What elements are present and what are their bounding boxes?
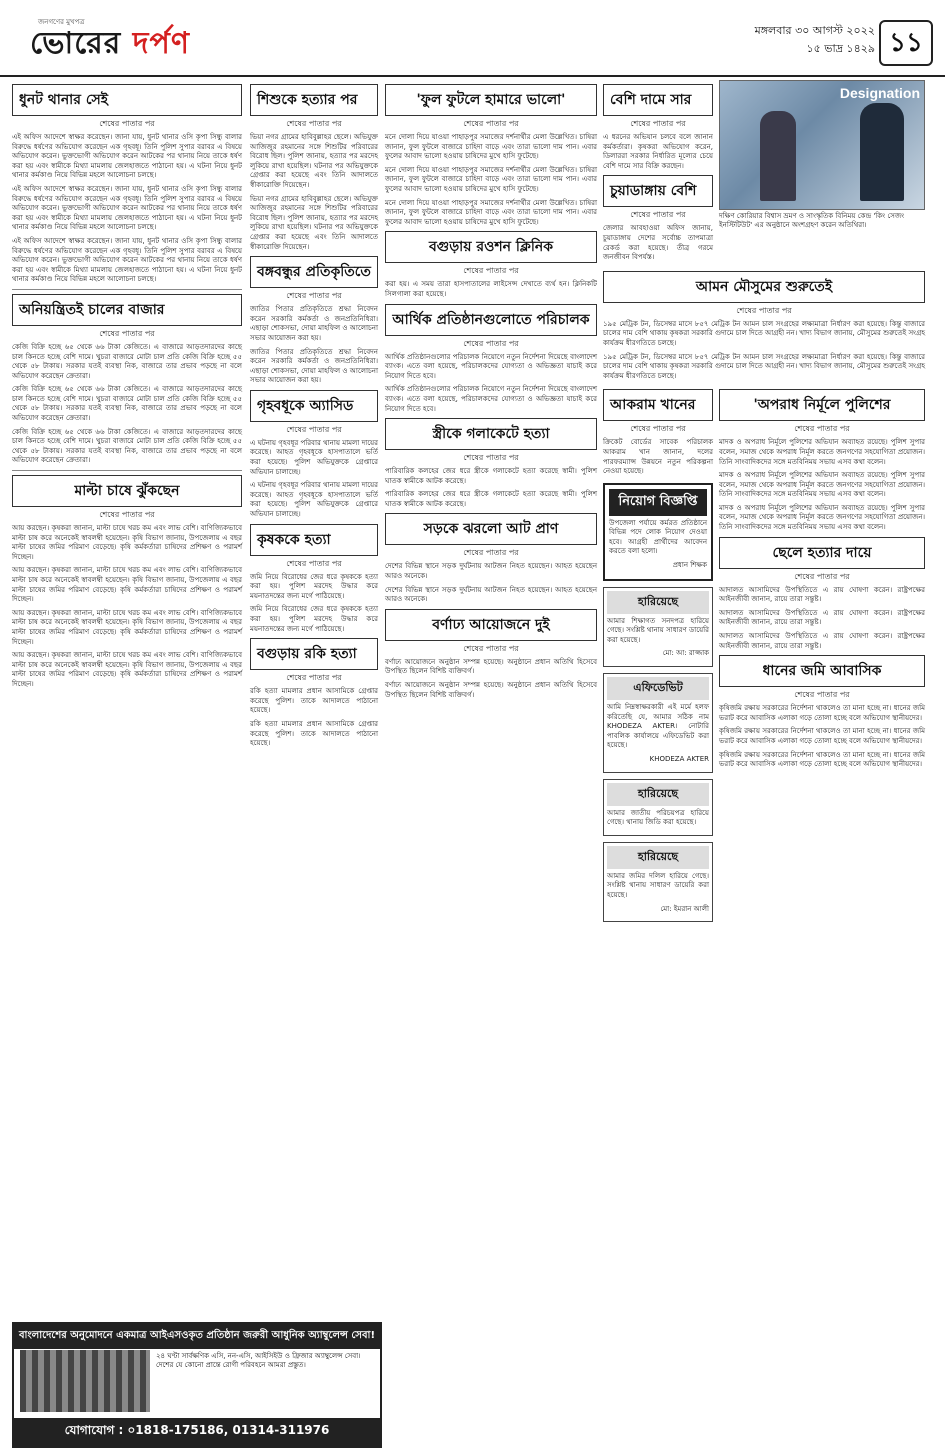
- subhead: শেষের পাতার পর: [463, 643, 519, 653]
- subhead: শেষের পাতার পর: [99, 328, 155, 338]
- subhead: শেষের পাতার পর: [794, 424, 850, 434]
- left-subcolumn: [603, 80, 713, 267]
- headline-grihobodhu[interactable]: গৃহবধূকে অ্যাসিড: [250, 390, 378, 422]
- job-notice: [603, 483, 713, 581]
- article-body: এই অফিস আদেশে স্বাক্ষর করেছেন। জানা যায়, ধুনট থানার ওসি কৃপা সিন্ধু বালার বিরুদ্ধে ধর্ষণের অভিযোগ করেছেন এক গৃহবধূ। তিনি পুলিশ সুপার বরাবর এ বিষয়ে অভিযোগ করেন। ভুক্তভোগী অভিযোগ করেন আটকের পর থানায় নিয়ে তাকে ধর্ষণ করা হয় এবং স্বামীকে মিথ্যা মামলায় জেলহাজতে পাঠানো হয়। এ ঘটনা নিয়ে ধুনট থানার কর্মকাণ্ড নিয়ে বিভিন্ন মহলে আলোচনা চলছে।: [12, 236, 242, 284]
- subhead: শেষের পাতার পর: [630, 119, 686, 128]
- article-body: ১৯৫ মেট্রিক টন, ডিসেম্বর মাসে ৮৫৭ মেট্রিক টন আমন চাল সংগ্রহের লক্ষ্যমাত্রা নির্ধারণ করা হয়েছে। কিন্তু বাজারে চালের দাম বেশি থাকায় কৃষকরা সরকারি গুদামে চাল দিতে আগ্রহী নন। খাদ্য বিভাগ জানায়, মৌসুমের শুরুতেই সংগ্রহ কার্যক্রম ধীরগতিতে চলছে।: [603, 352, 925, 380]
- lost-body: আমার জমির দলিল হারিয়ে গেছে। সংশ্লিষ্ট থানায় সাধারণ ডায়েরি করা হয়েছে।: [607, 871, 709, 899]
- article-body: মনে দোলা দিয়ে যাওয়া পাহাড়পুর সমাজের দর্শনার্থীর মেলা উল্লেখিত। চাষিরা জানান, ফুল ফুটলে বাজারে চাহিদা বাড়ে এবং তারা ভালো দাম পান। এবার ফুলের আবাদ ভালো হওয়ায় চাষিদের মুখে হাসি ফুটেছে।: [385, 198, 597, 226]
- subhead: শেষের পাতার পর: [286, 558, 342, 568]
- subhead: শেষের পাতার পর: [463, 453, 519, 463]
- subhead: শেষের পাতার পর: [463, 338, 519, 348]
- headline-raushan[interactable]: বগুড়ায় রওশন ক্লিনিক: [385, 231, 597, 263]
- column-4: [603, 80, 925, 928]
- article-body: আয় করছেন। কৃষকরা জানান, মাল্টা চাষে খরচ কম এবং লাভ বেশি। বাণিজ্যিকভাবে মাল্টা চাষ করে অনেকেই স্বাবলম্বী হয়েছেন। কৃষি বিভাগ জানায়, উপজেলায় এ বছর মাল্টা চাষের জমির পরিমাণ বেড়েছে। কৃষি কর্মকর্তারা চাষিদের প্রশিক্ষণ ও পরামর্শ দিচ্ছেন।: [12, 608, 242, 646]
- person-figure: [860, 103, 904, 201]
- headline-malta[interactable]: মাল্টা চাষে ঝুঁকছেন: [12, 475, 242, 507]
- article-body: এ ধরনের অভিযান চলবে বলে জানান কর্মকর্তারা। কৃষকরা অভিযোগ করেন, ডিলাররা সরকার নির্ধারিত মূল্যের চেয়ে বেশি দামে সার বিক্রি করছেন।: [603, 133, 713, 170]
- article-body: কেজি বিক্রি হচ্ছে ৬৫ থেকে ৬৬ টাকা কেজিতে। এ বাজারে আড়তদারদের কাছে চাল কিনতে হচ্ছে বেশি দামে। খুচরা বাজারে মোটা চাল প্রতি কেজি বিক্রি হচ্ছে ৫৫ থেকে ৫৮ টাকায়। সরকার যতই ব্যবস্থা নিক, বাজারে তার প্রভাব পড়ছে না বলে অভিযোগ করেছেন ক্রেতারা।: [12, 385, 242, 423]
- article-body: জাতির পিতার প্রতিকৃতিতে শ্রদ্ধা নিবেদন করেন সরকারি কর্মকর্তা ও জনপ্রতিনিধিরা। এছাড়া শোকসভা, দোয়া মাহফিল ও আলোচনা সভার আয়োজন করা হয়।: [250, 347, 378, 385]
- column-3: [385, 80, 597, 704]
- article-body: মনে দোলা দিয়ে যাওয়া পাহাড়পুর সমাজের দর্শনার্থীর মেলা উল্লেখিত। চাষিরা জানান, ফুল ফুটলে বাজারে চাহিদা বাড়ে এবং তারা ভালো দাম পান। এবার ফুলের আবাদ ভালো হওয়ায় চাষিদের মুখে হাসি ফুটেছে।: [385, 133, 597, 161]
- article-body: ১৯৫ মেট্রিক টন, ডিসেম্বর মাসে ৮৫৭ মেট্রিক টন আমন চাল সংগ্রহের লক্ষ্যমাত্রা নির্ধারণ করা হয়েছে। কিন্তু বাজারে চালের দাম বেশি থাকায় কৃষকরা সরকারি গুদামে চাল দিতে আগ্রহী নন। খাদ্য বিভাগ জানায়, মৌসুমের শুরুতেই সংগ্রহ কার্যক্রম ধীরগতিতে চলছে।: [603, 319, 925, 347]
- column-1: [12, 80, 242, 694]
- subhead: শেষের পাতার পর: [736, 305, 792, 315]
- notice-signer: প্রধান শিক্ষক: [672, 561, 707, 570]
- subhead: শেষের পাতার পর: [463, 266, 519, 276]
- headline-bornadho[interactable]: বর্ণাঢ্য আয়োজনে দুই: [385, 609, 597, 641]
- headline-stri[interactable]: স্ত্রীকে গলাকেটে হত্যা: [385, 418, 597, 450]
- article-body: বর্ণাঢ্য আয়োজনে অনুষ্ঠান সম্পন্ন হয়েছে। অনুষ্ঠানে প্রধান অতিথি হিসেবে উপস্থিত ছিলেন বিশিষ্ট ব্যক্তিবর্গ।: [385, 657, 597, 676]
- ambulance-advertisement[interactable]: [12, 1322, 382, 1448]
- masthead: [0, 0, 945, 77]
- lost-notice: [603, 842, 713, 922]
- headline-arthik[interactable]: আর্থিক প্রতিষ্ঠানগুলোতে পরিচালক: [385, 304, 597, 336]
- right-subcolumn: [719, 385, 925, 928]
- article-body: আদালত আসামিদের উপস্থিতিতে এ রায় ঘোষণা করেন। রাষ্ট্রপক্ষের আইনজীবী জানান, রায়ে তারা সন্তুষ্ট।: [719, 608, 925, 627]
- lost-title: হারিয়েছে: [607, 591, 709, 614]
- name-part1: ভোরের: [30, 25, 122, 61]
- headline-oporadh[interactable]: 'অপরাধ নির্মূলে পুলিশের: [719, 389, 925, 421]
- article-body: মনে দোলা দিয়ে যাওয়া পাহাড়পুর সমাজের দর্শনার্থীর মেলা উল্লেখিত। চাষিরা জানান, ফুল ফুটলে বাজারে চাহিদা বাড়ে এবং তারা ভালো দাম পান। এবার ফুলের আবাদ ভালো হওয়ায় চাষিদের মুখে হাসি ফুটেছে।: [385, 165, 597, 193]
- article-body: রকি হত্যা মামলার প্রধান আসামিকে গ্রেপ্তার করেছে পুলিশ। তাকে আদালতে পাঠানো হয়েছে।: [250, 687, 378, 715]
- article-body: পারিবারিক কলহের জের ধরে স্ত্রীকে গলাকেটে হত্যা করেছে স্বামী। পুলিশ ঘাতক স্বামীকে আটক করেছে।: [385, 467, 597, 485]
- subhead: শেষের পাতার পর: [286, 673, 342, 683]
- lost-body: আমার জাতীয় পরিচয়পত্র হারিয়ে গেছে। থানায় জিডি করা হয়েছে।: [607, 808, 709, 827]
- headline-akram[interactable]: আকরাম খানের: [603, 389, 713, 421]
- headline-krishok[interactable]: কৃষককে হত্যা: [250, 524, 378, 556]
- lost-signer: মো: আ: রাজ্জাক: [662, 649, 709, 658]
- lost-title: এফিডেভিট: [607, 677, 709, 700]
- subhead: শেষের পাতার পর: [794, 690, 850, 700]
- slogan: জনগণের মুখপত্র: [38, 18, 85, 26]
- headline-amon[interactable]: আমন মৌসুমের শুরুতেই: [603, 271, 925, 303]
- divider: [12, 470, 242, 471]
- article-body: মাদক ও অপরাধ নির্মূলে পুলিশের অভিযান অব্যাহত রয়েছে। পুলিশ সুপার বলেন, সমাজ থেকে অপরাধ নির্মূল করতে জনগণের সহযোগিতা প্রয়োজন। তিনি সাংবাদিকদের সঙ্গে মতবিনিময় সভায় এসব কথা বলেন।: [719, 503, 925, 532]
- lost-body: আমি নিম্নস্বাক্ষরকারী এই মর্মে হলফ করিতেছি যে, আমার সঠিক নাম KHODEZA AKTER। নোটারি পাবলিক কার্যালয়ে এফিডেভিট করা হয়েছে।: [607, 703, 709, 750]
- headline-aniyontrito[interactable]: অনিয়ন্ত্রিতই চালের বাজার: [12, 294, 242, 326]
- article-body: এ ঘটনায় গৃহবধূর পরিবার থানায় মামলা দায়ের করেছে। আহত গৃহবধূকে হাসপাতালে ভর্তি করা হয়েছে। পুলিশ অভিযুক্তকে গ্রেপ্তারে অভিযান চালাচ্ছে।: [250, 481, 378, 519]
- headline-beshi[interactable]: বেশি দামে সার: [603, 84, 713, 116]
- ad-text: ২৪ ঘণ্টা সার্বক্ষণিক এসি, নন-এসি, আইসিইউ ও ফ্রিজার অ্যাম্বুলেন্স সেবা। দেশের যে কোনো প্রান্তে রোগী পরিবহনে আমরা প্রস্তুত।: [156, 1352, 361, 1369]
- article-body: জমি নিয়ে বিরোধের জের ধরে কৃষককে হত্যা করা হয়। পুলিশ মরদেহ উদ্ধার করে ময়নাতদন্তের জন্য মর্গে পাঠিয়েছে।: [250, 605, 378, 633]
- article-body: কেজি বিক্রি হচ্ছে ৬৫ থেকে ৬৬ টাকা কেজিতে। এ বাজারে আড়তদারদের কাছে চাল কিনতে হচ্ছে বেশি দামে। খুচরা বাজারে মোটা চাল প্রতি কেজি বিক্রি হচ্ছে ৫৫ থেকে ৫৮ টাকায়। সরকার যতই ব্যবস্থা নিক, বাজারে তার প্রভাব পড়ছে না বলে অভিযোগ করেছেন ক্রেতারা।: [12, 342, 242, 380]
- notice-body: উপজেলা পর্যায়ে কর্মরত প্রতিষ্ঠানে বিভিন্ন পদে লোক নিয়োগ দেওয়া হবে। আগ্রহী প্রার্থীদের আবেদন করতে বলা হলো।: [609, 518, 707, 556]
- ad-headline: বাংলাদেশের অনুমোদনে একমাত্র আইএসওকৃত প্রতিষ্ঠান জরুরী আধুনিক অ্যাম্বুলেন্স সেবা!: [14, 1324, 380, 1349]
- subhead: শেষের পাতার পর: [630, 210, 686, 220]
- name-part2: দর্পণ: [132, 25, 191, 61]
- headline-sorok[interactable]: সড়কে ঝরলো আট প্রাণ: [385, 513, 597, 545]
- subhead: শেষের পাতার পর: [99, 510, 155, 520]
- article-body: করা হয়। এ সময় তারা হাসপাতালের লাইসেন্স দেখাতে ব্যর্থ হন। ক্লিনিকটি সিলগালা করা হয়েছে।: [385, 280, 597, 298]
- article-body: এ ঘটনায় গৃহবধূর পরিবার থানায় মামলা দায়ের করেছে। আহত গৃহবধূকে হাসপাতালে ভর্তি করা হয়েছে। পুলিশ অভিযুক্তকে গ্রেপ্তারে অভিযান চালাচ্ছে।: [250, 438, 378, 476]
- ad-phone[interactable]: যোগাযোগ : ০1818-175186, 01314-311976: [14, 1418, 380, 1446]
- article-body: দেশের বিভিন্ন স্থানে সড়ক দুর্ঘটনায় আটজন নিহত হয়েছেন। আহত হয়েছেন আরও অনেকে।: [385, 562, 597, 581]
- date-gregorian: মঙ্গলবার ৩০ আগস্ট ২০২২: [754, 24, 875, 37]
- headline-dhaner[interactable]: ধানের জমি আবাসিক: [719, 655, 925, 687]
- date-bengali: ১৫ ভাদ্র ১৪২৯: [806, 42, 875, 55]
- headline-bogura-roki[interactable]: বগুড়ায় রকি হত্যা: [250, 638, 378, 670]
- article-body: আদালত আসামিদের উপস্থিতিতে এ রায় ঘোষণা করেন। রাষ্ট্রপক্ষের আইনজীবী জানান, রায়ে তারা সন্তুষ্ট।: [719, 632, 925, 650]
- article-body: ভিয়া নগর গ্রামের হাবিবুল্লাহর ছেলে। অভিযুক্ত আজিজুর রহমানের সঙ্গে শিশুটির পরিবারের বিরোধ ছিল। পুলিশ জানায়, হত্যার পর মরদেহ লুকিয়ে রাখা হয়েছিল। ঘটনার পর অভিযুক্তকে গ্রেপ্তার করা হয়েছে এবং তিনি আদালতে স্বীকারোক্তি দিয়েছেন।: [250, 133, 378, 189]
- page-number: ১১: [879, 20, 933, 66]
- lost-title: হারিয়েছে: [607, 783, 709, 806]
- subhead: শেষের পাতার পর: [286, 291, 342, 301]
- lost-notice: [603, 779, 713, 836]
- article-body: আর্থিক প্রতিষ্ঠানগুলোর পরিচালক নিয়োগে নতুন নির্দেশনা দিয়েছে বাংলাদেশ ব্যাংক। এতে বলা হয়েছে, পরিচালকদের যোগ্যতা ও অভিজ্ঞতা যাচাই করে নিয়োগ দিতে হবে।: [385, 385, 597, 413]
- article-body: পারিবারিক কলহের জের ধরে স্ত্রীকে গলাকেটে হত্যা করেছে স্বামী। পুলিশ ঘাতক স্বামীকে আটক করেছে।: [385, 490, 597, 508]
- headline-chuadanga[interactable]: চুয়াডাঙ্গায় বেশি: [603, 175, 713, 207]
- article-body: রকি হত্যা মামলার প্রধান আসামিকে গ্রেপ্তার করেছে পুলিশ। তাকে আদালতে পাঠানো হয়েছে।: [250, 719, 378, 748]
- article-body: এই অফিস আদেশে স্বাক্ষর করেছেন। জানা যায়, ধুনট থানার ওসি কৃপা সিন্ধু বালার বিরুদ্ধে ধর্ষণের অভিযোগ করেছেন এক গৃহবধূ। তিনি পুলিশ সুপার বরাবর এ বিষয়ে অভিযোগ করেন। ভুক্তভোগী অভিযোগ করেন আটকের পর থানায় নিয়ে তাকে ধর্ষণ করা হয় এবং স্বামীকে মিথ্যা মামলায় জেলহাজতে পাঠানো হয়। এ ঘটনা নিয়ে ধুনট থানার কর্মকাণ্ড নিয়ে বিভিন্ন মহলে আলোচনা চলছে।: [12, 184, 242, 232]
- lost-signer: মো: ইমরান আলী: [660, 904, 709, 913]
- person-figure: [760, 111, 796, 201]
- subhead: শেষের পাতার পর: [99, 119, 155, 128]
- article-body: কৃষিজমি রক্ষায় সরকারের নির্দেশনা থাকলেও তা মানা হচ্ছে না। ধানের জমি ভরাট করে আবাসিক এলাকা গড়ে তোলা হচ্ছে বলে অভিযোগ স্থানীয়দের।: [719, 750, 925, 769]
- article-body: আদালত আসামিদের উপস্থিতিতে এ রায় ঘোষণা করেন। রাষ্ট্রপক্ষের আইনজীবী জানান, রায়ে তারা সন্তুষ্ট।: [719, 585, 925, 604]
- article-body: জাতির পিতার প্রতিকৃতিতে শ্রদ্ধা নিবেদন করেন সরকারি কর্মকর্তা ও জনপ্রতিনিধিরা। এছাড়া শোকসভা, দোয়া মাহফিল ও আলোচনা সভার আয়োজন করা হয়।: [250, 305, 378, 342]
- lost-title: হারিয়েছে: [607, 846, 709, 869]
- article-body: জমি নিয়ে বিরোধের জের ধরে কৃষককে হত্যা করা হয়। পুলিশ মরদেহ উদ্ধার করে ময়নাতদন্তের জন্য মর্গে পাঠিয়েছে।: [250, 572, 378, 600]
- subhead: শেষের পাতার পর: [286, 119, 342, 128]
- subhead: শেষের পাতার পর: [630, 424, 686, 434]
- article-body: বর্ণাঢ্য আয়োজনে অনুষ্ঠান সম্পন্ন হয়েছে। অনুষ্ঠানে প্রধান অতিথি হিসেবে উপস্থিত ছিলেন বিশিষ্ট ব্যক্তিবর্গ।: [385, 681, 597, 699]
- lost-notice: [603, 587, 713, 667]
- ambulance-image: [20, 1350, 150, 1412]
- mid-row: [603, 385, 925, 928]
- article-body: ক্রিকেট বোর্ডের সাবেক পরিচালক আকরাম খান জানান, দলের পারফরম্যান্স উন্নয়নে নতুন পরিকল্পনা নেওয়া হয়েছে।: [603, 438, 713, 476]
- divider: [12, 289, 242, 290]
- article-body: জেলার আবহাওয়া অফিস জানায়, চুয়াডাঙ্গায় দেশের সর্বোচ্চ তাপমাত্রা রেকর্ড করা হয়েছে। তীব্র গরমে জনজীবন বিপর্যস্ত।: [603, 224, 713, 262]
- headline-shishu[interactable]: শিশুকে হত্যার পর: [250, 84, 378, 116]
- subhead: শেষের পাতার পর: [286, 424, 342, 434]
- subhead: শেষের পাতার পর: [463, 548, 519, 558]
- lost-signer: KHODEZA AKTER: [649, 755, 709, 763]
- article-body: মাদক ও অপরাধ নির্মূলে পুলিশের অভিযান অব্যাহত রয়েছে। পুলিশ সুপার বলেন, সমাজ থেকে অপরাধ নির্মূল করতে জনগণের সহযোগিতা প্রয়োজন। তিনি সাংবাদিকদের সঙ্গে মতবিনিময় সভায় এসব কথা বলেন।: [719, 471, 925, 499]
- headline-chele[interactable]: ছেলে হত্যার দায়ে: [719, 537, 925, 569]
- article-body: দেশের বিভিন্ন স্থানে সড়ক দুর্ঘটনায় আটজন নিহত হয়েছেন। আহত হয়েছেন আরও অনেকে।: [385, 585, 597, 604]
- affidavit-notice: [603, 673, 713, 773]
- photo-block: [719, 80, 925, 267]
- article-body: এই অফিস আদেশে স্বাক্ষর করেছেন। জানা যায়, ধুনট থানার ওসি কৃপা সিন্ধু বালার বিরুদ্ধে ধর্ষণের অভিযোগ করেছেন এক গৃহবধূ। তিনি পুলিশ সুপার বরাবর এ বিষয়ে অভিযোগ করেন। ভুক্তভোগী অভিযোগ করেন আটকের পর থানায় নিয়ে তাকে ধর্ষণ করা হয় এবং স্বামীকে মিথ্যা মামলায় জেলহাজতে পাঠানো হয়। এ ঘটনা নিয়ে ধুনট থানার কর্মকাণ্ড নিয়ে বিভিন্ন মহলে আলোচনা চলছে।: [12, 133, 242, 180]
- left-subcolumn: [603, 385, 713, 928]
- headline-phul[interactable]: 'ফুল ফুটলে হামারে ভালো': [385, 84, 597, 116]
- subhead: শেষের পাতার পর: [463, 119, 519, 128]
- article-body: কৃষিজমি রক্ষায় সরকারের নির্দেশনা থাকলেও তা মানা হচ্ছে না। ধানের জমি ভরাট করে আবাসিক এলাকা গড়ে তোলা হচ্ছে বলে অভিযোগ স্থানীয়দের।: [719, 704, 925, 722]
- newspaper-logo: [30, 18, 191, 66]
- photo-caption: দক্ষিণ কোরিয়ার বিশ্বাস ভ্রমণ ও সাংস্কৃতিক বিনিময় কেন্দ্র 'কিং সেজং ইনস্টিটিউট' এর অনুষ্ঠানে অংশগ্রহণ করেন অতিথিরা।: [719, 212, 905, 229]
- article-body: মাদক ও অপরাধ নির্মূলে পুলিশের অভিযান অব্যাহত রয়েছে। পুলিশ সুপার বলেন, সমাজ থেকে অপরাধ নির্মূল করতে জনগণের সহযোগিতা প্রয়োজন। তিনি সাংবাদিকদের সঙ্গে মতবিনিময় সভায় এসব কথা বলেন।: [719, 438, 925, 466]
- news-photo: [719, 80, 925, 210]
- lost-body: আমার শিক্ষাগত সনদপত্র হারিয়ে গেছে। সংশ্লিষ্ট থানায় সাধারণ ডায়েরি করা হয়েছে।: [607, 616, 709, 644]
- photo-overlay-text: Designation: [839, 85, 920, 101]
- top-row: [603, 80, 925, 267]
- article-body: আয় করছেন। কৃষকরা জানান, মাল্টা চাষে খরচ কম এবং লাভ বেশি। বাণিজ্যিকভাবে মাল্টা চাষ করে অনেকেই স্বাবলম্বী হয়েছেন। কৃষি বিভাগ জানায়, উপজেলায় এ বছর মাল্টা চাষের জমির পরিমাণ বেড়েছে। কৃষি কর্মকর্তারা চাষিদের প্রশিক্ষণ ও পরামর্শ দিচ্ছেন।: [12, 651, 242, 688]
- article-body: কেজি বিক্রি হচ্ছে ৬৫ থেকে ৬৬ টাকা কেজিতে। এ বাজারে আড়তদারদের কাছে চাল কিনতে হচ্ছে বেশি দামে। খুচরা বাজারে মোটা চাল প্রতি কেজি বিক্রি হচ্ছে ৫৫ থেকে ৫৮ টাকায়। সরকার যতই ব্যবস্থা নিক, বাজারে তার প্রভাব পড়ছে না বলে অভিযোগ করেছেন ক্রেতারা।: [12, 427, 242, 465]
- headline-dhunot[interactable]: ধুনট থানার সেই: [12, 84, 242, 116]
- article-body: আয় করছেন। কৃষকরা জানান, মাল্টা চাষে খরচ কম এবং লাভ বেশি। বাণিজ্যিকভাবে মাল্টা চাষ করে অনেকেই স্বাবলম্বী হয়েছেন। কৃষি বিভাগ জানায়, উপজেলায় এ বছর মাল্টা চাষের জমির পরিমাণ বেড়েছে। কৃষি কর্মকর্তারা চাষিদের প্রশিক্ষণ ও পরামর্শ দিচ্ছেন।: [12, 524, 242, 561]
- notice-title: নিয়োগ বিজ্ঞপ্তি: [609, 489, 707, 516]
- column-2: [250, 80, 378, 753]
- article-body: ভিয়া নগর গ্রামের হাবিবুল্লাহর ছেলে। অভিযুক্ত আজিজুর রহমানের সঙ্গে শিশুটির পরিবারের বিরোধ ছিল। পুলিশ জানায়, হত্যার পর মরদেহ লুকিয়ে রাখা হয়েছিল। ঘটনার পর অভিযুক্তকে গ্রেপ্তার করা হয়েছে এবং তিনি আদালতে স্বীকারোক্তি দিয়েছেন।: [250, 194, 378, 251]
- article-body: আর্থিক প্রতিষ্ঠানগুলোর পরিচালক নিয়োগে নতুন নির্দেশনা দিয়েছে বাংলাদেশ ব্যাংক। এতে বলা হয়েছে, পরিচালকদের যোগ্যতা ও অভিজ্ঞতা যাচাই করে নিয়োগ দিতে হবে।: [385, 352, 597, 380]
- article-body: আয় করছেন। কৃষকরা জানান, মাল্টা চাষে খরচ কম এবং লাভ বেশি। বাণিজ্যিকভাবে মাল্টা চাষ করে অনেকেই স্বাবলম্বী হয়েছেন। কৃষি বিভাগ জানায়, উপজেলায় এ বছর মাল্টা চাষের জমির পরিমাণ বেড়েছে। কৃষি কর্মকর্তারা চাষিদের প্রশিক্ষণ ও পরামর্শ দিচ্ছেন।: [12, 566, 242, 604]
- article-body: কৃষিজমি রক্ষায় সরকারের নির্দেশনা থাকলেও তা মানা হচ্ছে না। ধানের জমি ভরাট করে আবাসিক এলাকা গড়ে তোলা হচ্ছে বলে অভিযোগ স্থানীয়দের।: [719, 727, 925, 745]
- issue-dates: [755, 22, 875, 58]
- subhead: শেষের পাতার পর: [794, 571, 850, 581]
- headline-bongobondhu[interactable]: বঙ্গবন্ধুর প্রতিকৃতিতে: [250, 256, 378, 288]
